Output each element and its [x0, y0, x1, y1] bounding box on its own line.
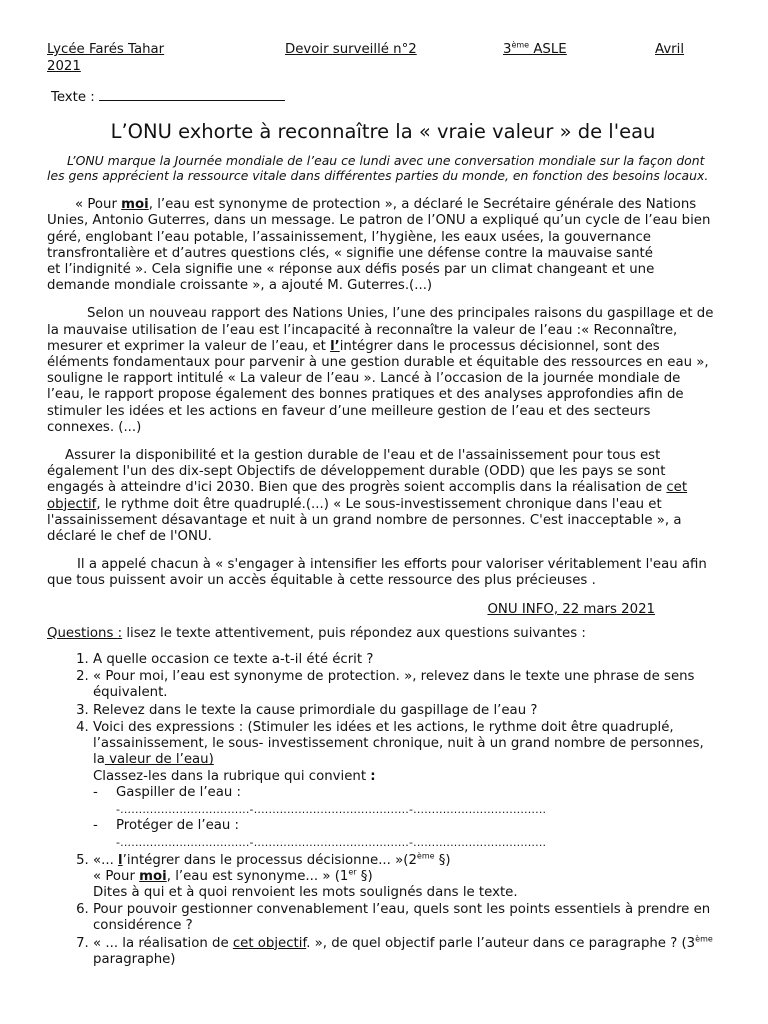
- category-gaspiller: [93, 785, 719, 801]
- q5-sup-2: er: [348, 867, 357, 877]
- q7-text-c: paragraphe): [93, 951, 176, 967]
- header: [47, 42, 719, 76]
- question-2: 2. « Pour moi, l’eau est synonyme de protection. », relevez dans le texte une phrase de sens équivalent.: [93, 669, 719, 701]
- q5-text-d: « Pour: [93, 868, 140, 884]
- paragraph-3: [47, 448, 719, 545]
- question-1: 1. A quelle occasion ce texte a-t-il été écrit ?: [93, 652, 719, 668]
- p3-text-b: , le rythme doit être quadruplé.(...) « Le sous-investissement chronique dans l'eau et l'assainissement désavantage et nuit à un grand nombre de personnes. C'est inacceptable », a déclaré le chef de l'ONU.: [47, 496, 682, 545]
- answer-dots-gaspiller[interactable]: -...................................-..........................................-....................................: [116, 802, 547, 816]
- p1-text-a: « Pour: [75, 197, 122, 213]
- source-citation: ONU INFO, 22 mars 2021: [487, 601, 655, 617]
- class-superscript: ème: [511, 40, 530, 50]
- underlined-l: l’: [330, 338, 340, 354]
- questions-heading: [47, 626, 719, 642]
- classification-list: [93, 785, 719, 801]
- paragraph-1: [47, 197, 734, 294]
- exam-month: Avril: [655, 42, 685, 57]
- paragraph-2: [47, 306, 719, 436]
- document-page: [47, 40, 734, 969]
- underlined-moi: moi: [121, 197, 149, 213]
- category-proteger-label: Protéger de l’eau :: [116, 818, 240, 834]
- question-7: [93, 936, 719, 968]
- paragraph-4: Il a appelé chacun à « s'engager à intensifier les efforts pour valoriser véritablement l'eau afin que tous puissent avoir un accès équitable à cette ressource des plus précieuses .: [47, 557, 707, 589]
- p2-text-a: Selon un nouveau rapport des Nations Unies, l’une des principales raisons du gaspillage et de la mauvaise utilisation de l’eau est l’incapacité à reconnaître la valeur de l’eau :« Reconnaître, mesurer et exprimer la valeur de l’eau, et: [47, 306, 714, 354]
- category-proteger: [93, 818, 719, 834]
- q5-text-c: §): [434, 852, 451, 868]
- dash-bullet: -: [93, 784, 98, 800]
- underlined-cet-objectif: cet objectif: [47, 480, 688, 512]
- p1-text-b: , l’eau est synonyme de protection », a déclaré le Secrétaire générale des Nations Unies, Antonio Guterres, dans un message. Le patron de l’ONU a expliqué qu’un cycle de l’eau bien géré, englobant l’eau potable, l’assainissement, l’hygiène, les eaux usées, la gouvernance transfrontalière et d’autres questions clés, « signifie une défense contre la mauvaise santé et l’indignité ». Cela signifie une « réponse aux défis posés par un climat changeant et une demande mondiale croissante », a ajouté M. Guterres.(...): [47, 197, 734, 294]
- questions-list: [47, 652, 719, 968]
- q4-colon: :: [370, 768, 376, 784]
- article-intro: L’ONU marque la Journée mondiale de l’eau ce lundi avec une conversation mondiale sur la façon dont les gens apprécient la ressource vitale dans différentes parties du monde, en fonction des besoins locaux.: [47, 153, 709, 183]
- question-5: [93, 853, 719, 902]
- question-6: 6. Pour pouvoir gestionner convenablement l’eau, quels sont les points essentiels à prendre en considérence ?: [93, 902, 719, 934]
- questions-intro: lisez le texte attentivement, puis répondez aux questions suivantes :: [122, 625, 586, 641]
- q7-text-a: « ... la réalisation de: [93, 935, 233, 951]
- q5-underlined-l: l: [118, 852, 123, 868]
- q5-instruction: Dites à qui et à quoi renvoient les mots soulignés dans le texte.: [93, 884, 518, 900]
- q7-sup: ème: [695, 934, 713, 944]
- questions-colon: :: [117, 625, 123, 641]
- dash-bullet: -: [93, 818, 98, 834]
- texte-label: Texte :: [51, 90, 95, 105]
- school-name: Lycée Farés Tahar: [47, 42, 165, 57]
- q4-text-a: Voici des expressions : (Stimuler les idées et les actions, le rythme doit être quadruplé, l’assainissement, le sous- investissement chronique, nuit à un grand nombre de personnes, la: [93, 719, 704, 768]
- texte-label-line: [51, 88, 719, 106]
- p2-text-b: intégrer dans le processus décisionnel, sont des éléments fondamentaux pour parvenir à une gestion durable et équitable des ressources en eau », souligne le rapport intitulé « La valeur de l’eau ». Lancé à l’occasion de la journée mondiale de l’eau, le rapport propose également des bonnes pratiques et des analyses approfondies afin de stimuler les idées et les actions en faveur d’une meilleure gestion de l’eau et des secteurs connexes. (...): [47, 338, 709, 435]
- answer-dots-proteger[interactable]: -...................................-..........................................-....................................: [116, 836, 547, 850]
- class-name: [503, 42, 567, 58]
- q7-underlined-objectif: cet objectif: [232, 935, 307, 951]
- classification-list-2: [93, 818, 719, 834]
- q5-underlined-moi: moi: [139, 868, 167, 884]
- question-3: 3. Relevez dans le texte la cause primordiale du gaspillage de l’eau ?: [93, 703, 719, 719]
- q7-text-b: . », de quel objectif parle l’auteur dans ce paragraphe ? (3: [306, 935, 696, 951]
- questions-label: Questions: [47, 625, 118, 641]
- q5-text-a: «...: [93, 852, 119, 868]
- q5-text-f: §): [356, 868, 373, 884]
- class-section: ASLE: [529, 42, 567, 57]
- category-gaspiller-label: Gaspiller de l’eau :: [116, 784, 242, 800]
- exam-year: 2021: [47, 59, 81, 74]
- class-number: 3: [503, 42, 512, 57]
- article-title: L’ONU exhorte à reconnaître la « vraie valeur » de l'eau: [110, 120, 656, 144]
- q5-sup-1: ème: [416, 851, 435, 861]
- p3-text-a: Assurer la disponibilité et la gestion durable de l'eau et de l'assainissement pour tous est également l'un des dix-sept Objectifs de développement durable (ODD) que les pays se sont engagés à atteindre d'ici 2030. Bien que des progrès soient accomplis dans la réalisation de: [47, 448, 667, 496]
- exam-title: Devoir surveillé n°2: [285, 42, 417, 57]
- texte-underline: [99, 88, 285, 101]
- question-4: [93, 720, 719, 852]
- q5-text-e: , l’eau est synonyme... » (1: [166, 868, 349, 884]
- q5-text-b: ’intégrer dans le processus décisionne... »(2: [122, 852, 417, 868]
- q4-classify: Classez-les dans la rubrique qui convient: [93, 768, 371, 784]
- q4-text-b: valeur de l’eau): [104, 752, 214, 768]
